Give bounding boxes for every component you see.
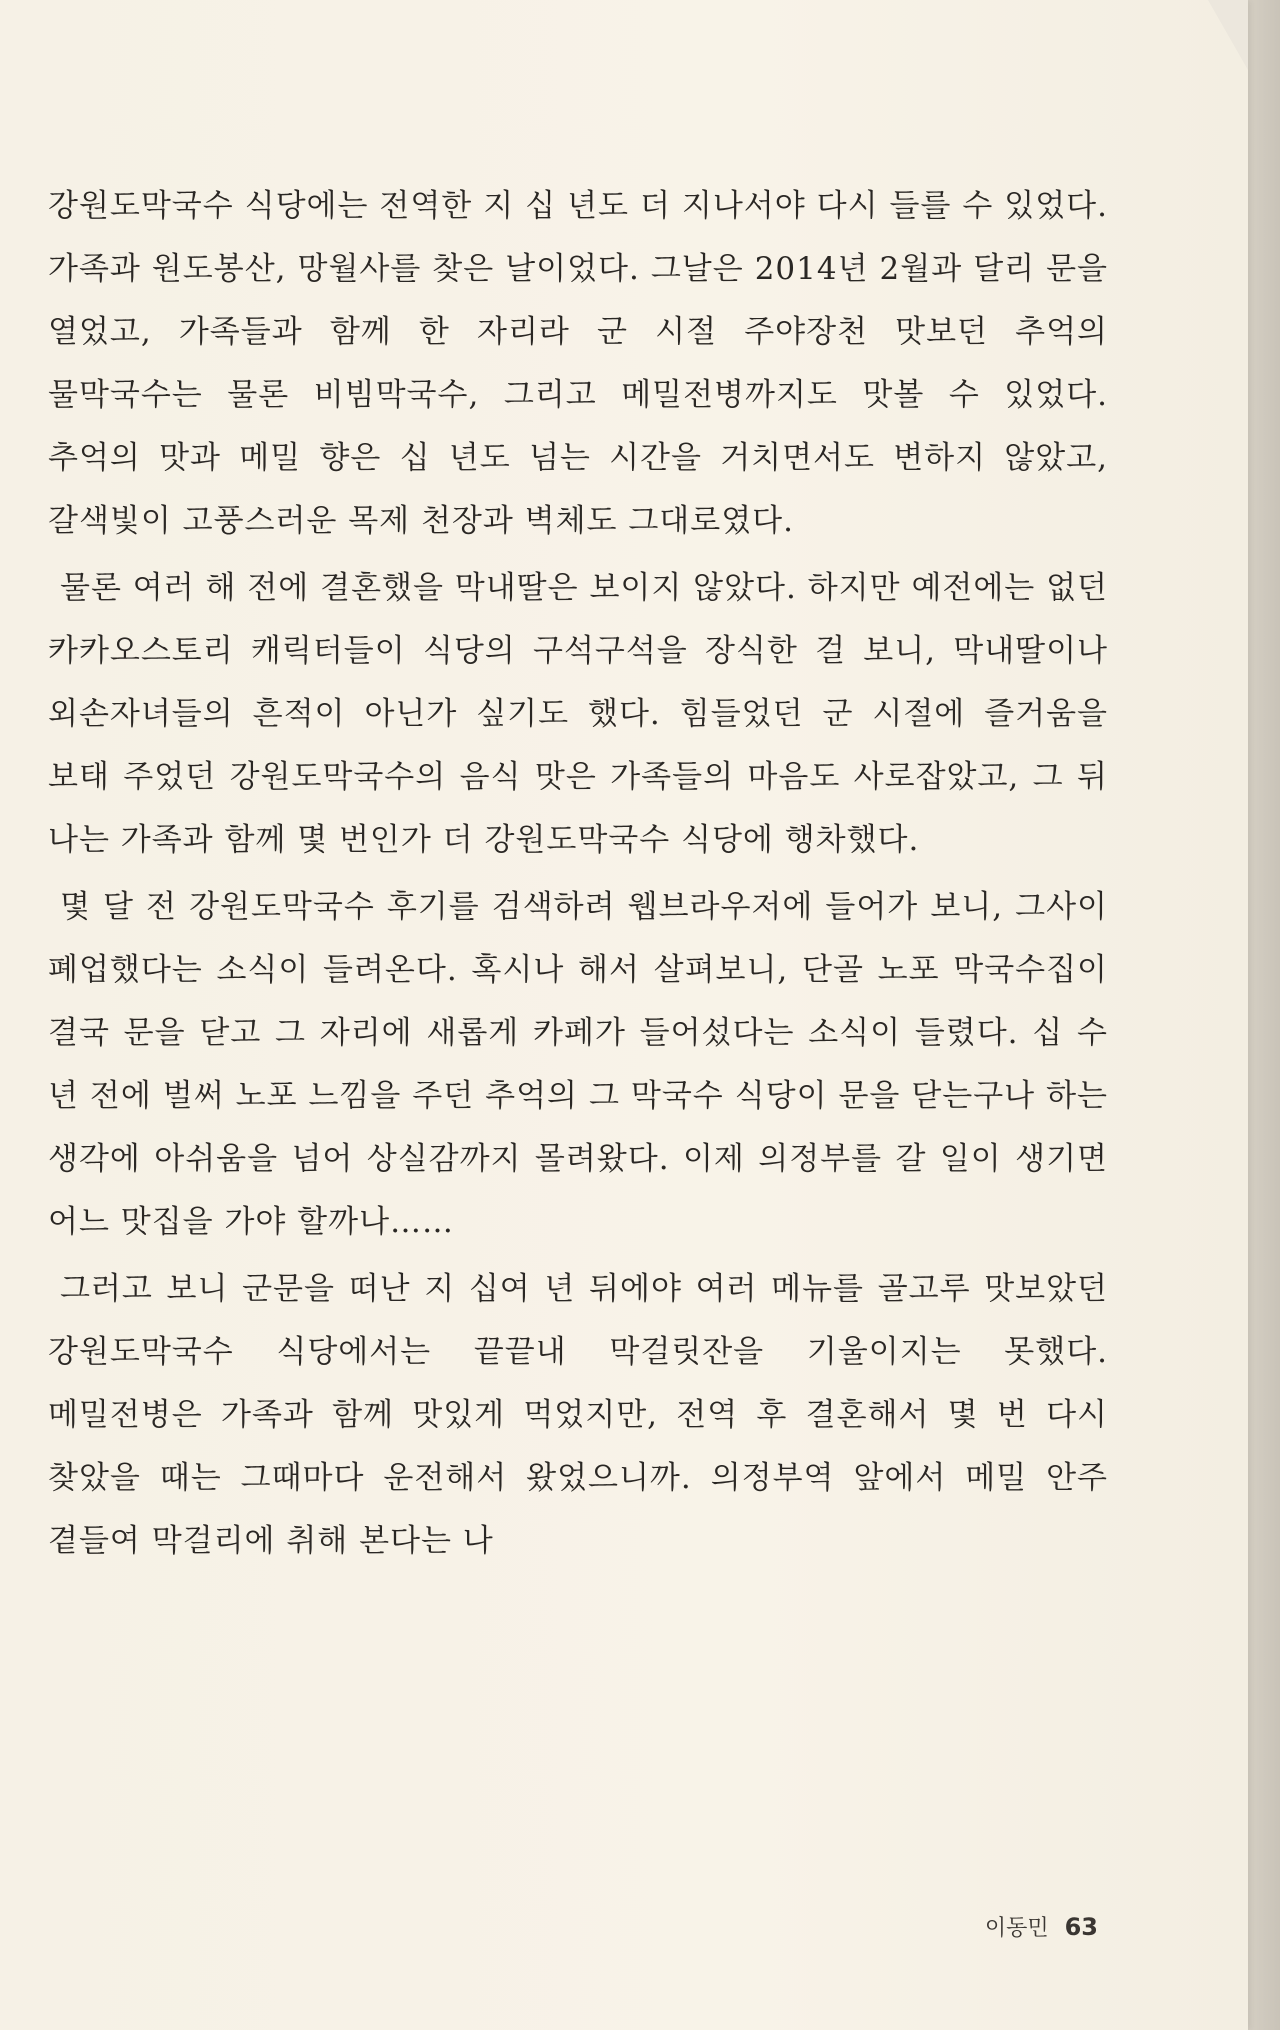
paragraph-2: 물론 여러 해 전에 결혼했을 막내딸은 보이지 않았다. 하지만 예전에는 없던 카카오스토리 캐릭터들이 식당의 구석구석을 장식한 걸 보니, 막내딸이나 외손자녀들의 흔적이 아닌가 싶기도 했다. 힘들었던 군 시절에 즐거움을 보태 주었던 강원도막국수의 음식 맛은 가족들의 마음도 사로잡았고, 그 뒤 나는 가족과 함께 몇 번인가 더 강원도막국수 식당에 행차했다. [48,570,1108,858]
body-text [48,175,1108,1577]
paragraph-1: 강원도막국수 식당에는 전역한 지 십 년도 더 지나서야 다시 들를 수 있었다. 가족과 원도봉산, 망월사를 찾은 날이었다. 그날은 2014년 2월과 달리 문을 열었고, 가족들과 함께 한 자리라 군 시절 주야장천 맛보던 추억의 물막국수는 물론 비빔막국수, 그리고 메밀전병까지도 맛볼 수 있었다. 추억의 맛과 메밀 향은 십 년도 넘는 시간을 거치면서도 변하지 않았고, 갈색빛이 고풍스러운 목제 천장과 벽체도 그대로였다. [48,188,1108,539]
page-number: 63 [1064,1913,1098,1941]
author-name: 이동민 [984,1916,1049,1941]
page-corner [1208,0,1248,70]
paragraph-4: 그러고 보니 군문을 떠난 지 십여 년 뒤에야 여러 메뉴를 골고루 맛보았던 강원도막국수 식당에서는 끝끝내 막걸릿잔을 기울이지는 못했다. 메밀전병은 가족과 함께 맛있게 먹었지만, 전역 후 결혼해서 몇 번 다시 찾았을 때는 그때마다 운전해서 왔었으니까. 의정부역 앞에서 메밀 안주 곁들여 막걸리에 취해 본다는 나 [48,1271,1108,1559]
paragraph-3: 몇 달 전 강원도막국수 후기를 검색하려 웹브라우저에 들어가 보니, 그사이 폐업했다는 소식이 들려온다. 혹시나 해서 살펴보니, 단골 노포 막국수집이 결국 문을 닫고 그 자리에 새롭게 카페가 들어섰다는 소식이 들렸다. 십 수 년 전에 벌써 노포 느낌을 주던 추억의 그 막국수 식당이 문을 닫는구나 하는 생각에 아쉬움을 넘어 상실감까지 몰려왔다. 이제 의정부를 갈 일이 생기면 어느 맛집을 가야 할까나…… [48,889,1108,1240]
page-footer [985,1911,1098,1942]
